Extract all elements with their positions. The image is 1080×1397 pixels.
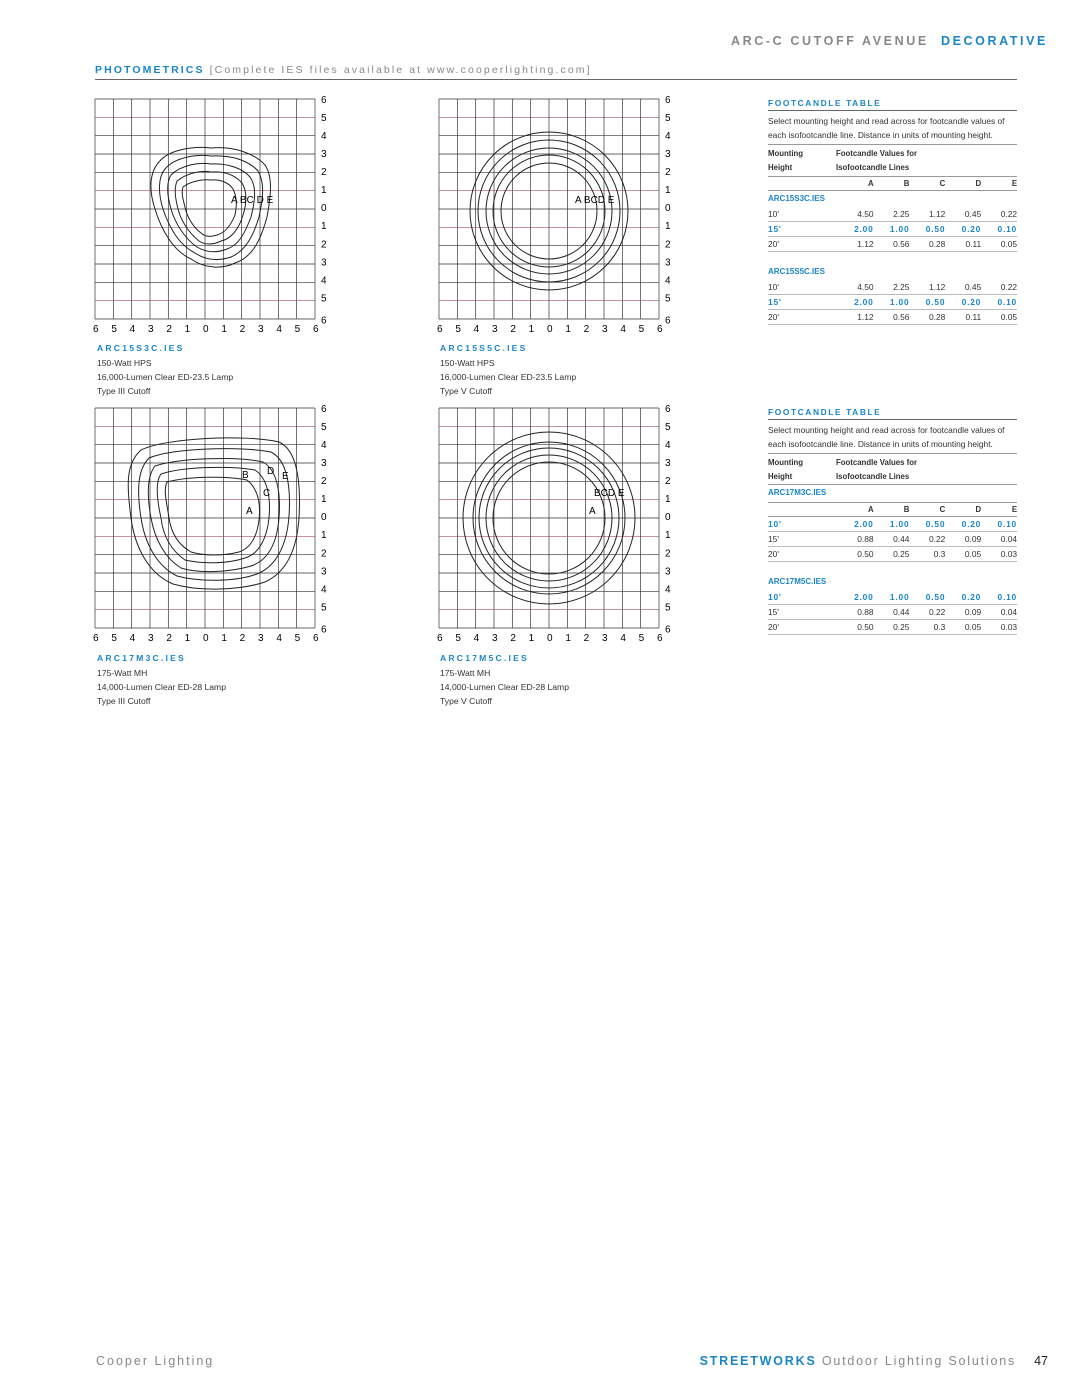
plot-4-file: ARC17M5C.IES [440,653,529,663]
y-tick-label: 1 [665,530,671,542]
y-tick-label: 1 [321,185,327,197]
plot-4-label-bcde: BCD E [594,488,625,499]
x-tick-label: 6 [313,633,319,644]
plot-1-type: Type III Cutoff [97,386,151,396]
row-height: 20' [768,312,779,322]
y-tick-label: 1 [321,494,327,506]
row-height: 20' [768,549,779,559]
y-tick-label: 1 [321,530,327,542]
y-tick-label: 0 [665,512,671,524]
row-value: 0.25 [893,622,910,632]
y-tick-label: 0 [665,203,671,215]
row-height: 15' [768,297,782,307]
photometric-plot-4 [437,404,679,648]
row-value: 4.50 [857,282,874,292]
y-tick-label: 4 [321,584,327,596]
table-row [768,207,1017,222]
photometrics-title: PHOTOMETRICS [95,64,205,76]
footer-brand-line [700,1354,1016,1368]
x-tick-label: 6 [93,324,99,335]
plot-3-svg [93,404,335,648]
row-value: 2.00 [854,519,874,529]
row-value: 0.03 [1000,622,1018,632]
table-head-row [768,147,1017,161]
y-tick-label: 4 [665,131,671,143]
y-tick-label: 6 [321,95,327,106]
row-value: 0.11 [965,312,982,322]
head-values-for: Footcandle Values for [836,149,918,158]
table-rows [768,280,1017,325]
y-tick-label: 3 [321,257,327,269]
col-d: D [975,505,982,514]
x-tick-label: 0 [203,633,209,644]
table-column-headers [768,176,1017,191]
table-row [768,237,1017,252]
header-category: DECORATIVE [940,34,1048,48]
x-tick-label: 5 [294,324,301,335]
row-value: 0.56 [893,239,910,249]
head-values-for: Footcandle Values for [836,458,918,467]
col-a: A [867,179,874,188]
y-tick-label: 2 [665,548,671,560]
photometric-plot-2 [437,95,679,339]
row-value: 0.05 [964,549,982,559]
x-tick-label: 0 [203,324,209,335]
table-rows [768,207,1017,252]
y-tick-label: 2 [665,239,671,251]
y-tick-label: 3 [321,149,327,161]
y-tick-label: 1 [321,221,327,233]
footer-company: Cooper Lighting [96,1354,215,1368]
y-tick-label: 1 [665,185,671,197]
plot-4-wattage: 175-Watt MH [440,668,491,678]
plot-3-label-e: E [282,471,289,482]
x-tick-label: 1 [184,633,191,644]
y-tick-label: 5 [321,293,327,305]
photometrics-note: [Complete IES files available at www.cooperlighting.com] [209,64,592,76]
x-tick-label: 5 [638,633,645,644]
x-tick-label: 0 [547,324,553,335]
page-number: 47 [1034,1354,1048,1368]
x-tick-label: 1 [528,633,535,644]
plot-1-svg [93,95,335,339]
plot-1-lamp: 16,000-Lumen Clear ED-23.5 Lamp [97,372,234,382]
y-tick-label: 1 [665,494,671,506]
row-value: 2.00 [854,592,874,602]
row-value: 0.45 [964,282,982,292]
x-tick-label: 6 [657,324,663,335]
row-value: 0.56 [893,312,910,322]
col-c: C [939,179,946,188]
row-value: 0.22 [1000,209,1018,219]
y-tick-label: 2 [321,167,327,179]
plot-1-contour-labels: A BC D E [231,195,274,206]
table-section-file: ARC15S3C.IES [768,194,825,203]
row-value: 0.04 [1000,607,1018,617]
table-rows [768,517,1017,562]
row-value: 4.50 [857,209,874,219]
x-tick-label: 3 [602,633,608,644]
y-tick-label: 5 [665,602,671,614]
table-row [768,547,1017,562]
footcandle-table-description: Select mounting height and read across for footcandle values of each isofootcandle line. Distance in units of mounting height. [768,423,1017,454]
x-tick-label: 3 [258,633,264,644]
x-tick-label: 3 [602,324,608,335]
footcandle-table-title: FOOTCANDLE TABLE [768,98,1017,111]
y-tick-label: 1 [665,221,671,233]
y-tick-label: 2 [665,167,671,179]
plot-4-caption [440,651,569,708]
x-tick-label: 2 [166,324,172,335]
y-tick-label: 6 [321,404,327,415]
row-value: 1.00 [889,519,910,529]
x-tick-label: 6 [437,324,443,335]
row-value: 0.44 [893,607,910,617]
plot-4-lamp: 14,000-Lumen Clear ED-28 Lamp [440,682,569,692]
header-rule [95,79,1017,80]
row-value: 0.3 [933,549,946,559]
x-tick-label: 5 [455,633,461,644]
head-mounting: Mounting [768,458,804,467]
row-value: 2.00 [854,224,874,234]
table-row [768,590,1017,605]
x-tick-label: 4 [129,324,136,335]
header-product: ARC-C CUTOFF AVENUE [731,34,929,48]
row-value: 0.11 [965,239,982,249]
table-section-file: ARC15S5C.IES [768,267,825,276]
x-tick-label: 4 [276,324,282,335]
row-value: 0.3 [933,622,946,632]
row-value: 0.45 [964,209,982,219]
plot-2-lamp: 16,000-Lumen Clear ED-23.5 Lamp [440,372,577,382]
table-rows [768,590,1017,635]
x-tick-label: 3 [148,633,154,644]
y-tick-label: 5 [665,293,671,305]
header-title [731,34,1048,48]
x-tick-label: 2 [239,324,246,335]
head-isofootcandle-lines: Isofootcandle Lines [836,163,910,172]
photometrics-heading [95,64,592,76]
photometric-plot-1 [93,95,335,339]
y-tick-label: 6 [321,315,327,327]
y-tick-label: 4 [321,131,327,143]
y-tick-label: 3 [321,458,327,470]
plot-2-caption [440,341,576,398]
row-height: 15' [768,534,779,544]
y-tick-label: 5 [321,422,327,434]
x-tick-label: 1 [528,324,535,335]
table-row [768,605,1017,620]
plot-3-label-a: A [246,506,253,517]
plot-3-lamp: 14,000-Lumen Clear ED-28 Lamp [97,682,226,692]
x-tick-label: 1 [184,324,191,335]
plot-3-label-d: D [267,466,275,477]
x-tick-label: 1 [221,324,227,335]
head-mounting: Mounting [768,149,804,158]
row-value: 0.05 [1000,239,1018,249]
x-tick-label: 6 [657,633,663,644]
y-tick-label: 4 [665,275,671,287]
row-value: 0.50 [857,622,874,632]
row-value: 1.00 [889,592,910,602]
x-tick-label: 4 [620,324,626,335]
table-row [768,280,1017,295]
y-tick-label: 6 [665,315,671,327]
row-value: 0.50 [925,224,946,234]
row-value: 0.03 [1000,549,1018,559]
row-value: 0.09 [964,534,982,544]
plot-3-file: ARC17M3C.IES [97,653,186,663]
y-tick-label: 4 [321,275,327,287]
row-value: 0.22 [928,534,946,544]
head-height: Height [768,163,793,172]
col-b: B [903,179,910,188]
row-value: 2.25 [893,282,910,292]
x-tick-label: 4 [620,633,626,644]
row-height: 10' [768,282,779,292]
x-tick-label: 5 [294,633,301,644]
photometric-plot-3 [93,404,335,648]
y-tick-label: 6 [321,624,327,636]
x-tick-label: 2 [239,633,246,644]
y-tick-label: 0 [321,203,327,215]
row-value: 0.50 [857,549,874,559]
x-tick-label: 2 [583,633,590,644]
y-tick-label: 3 [665,257,671,269]
x-tick-label: 6 [93,633,99,644]
plot-1-file: ARC15S3C.IES [97,343,185,353]
row-value: 1.00 [889,297,910,307]
row-value: 0.09 [964,607,982,617]
y-tick-label: 6 [665,404,671,415]
x-tick-label: 3 [148,324,154,335]
row-value: 1.12 [928,282,946,292]
row-value: 0.50 [925,519,946,529]
row-value: 2.00 [854,297,874,307]
row-height: 20' [768,622,779,632]
y-tick-label: 2 [321,548,327,560]
table-row [768,620,1017,635]
row-value: 0.88 [857,534,874,544]
footcandle-table-description: Select mounting height and read across for footcandle values of each isofootcandle line. Distance in units of mounting height. [768,114,1017,145]
col-d: D [975,179,982,188]
x-tick-label: 2 [583,324,590,335]
y-tick-label: 4 [321,440,327,452]
y-tick-label: 2 [321,476,327,488]
row-height: 15' [768,224,782,234]
x-tick-label: 1 [565,324,571,335]
x-tick-label: 4 [276,633,282,644]
plot-2-type: Type V Cutoff [440,386,492,396]
plot-2-contour-labels: A BCD E [575,195,615,206]
row-value: 0.20 [961,519,982,529]
footcandle-table-1 [768,98,1017,325]
plot-1-wattage: 150-Watt HPS [97,358,152,368]
table-section-file: ARC17M3C.IES [768,488,827,497]
x-tick-label: 5 [638,324,645,335]
plot-2-wattage: 150-Watt HPS [440,358,495,368]
row-value: 2.25 [893,209,910,219]
table-row [768,222,1017,237]
x-tick-label: 3 [492,633,498,644]
footer-tagline: Outdoor Lighting Solutions [821,1354,1016,1368]
col-e: E [1011,179,1018,188]
col-c: C [939,505,946,514]
row-value: 0.20 [961,592,982,602]
row-value: 0.05 [964,622,982,632]
table-head-row [768,161,1017,175]
row-value: 1.12 [857,312,874,322]
col-e: E [1011,505,1018,514]
y-tick-label: 4 [665,584,671,596]
plot-3-caption [97,651,226,708]
row-value: 0.28 [928,312,946,322]
x-tick-label: 2 [510,633,516,644]
plot-3-label-c: C [263,488,271,499]
row-value: 0.88 [857,607,874,617]
plot-4-label-a: A [589,506,596,517]
row-value: 1.12 [928,209,946,219]
x-tick-label: 1 [565,633,571,644]
row-value: 0.10 [997,592,1018,602]
table-head-row [768,470,1017,485]
footer-brand: STREETWORKS [699,1354,817,1368]
table-row [768,532,1017,547]
footcandle-table-title: FOOTCANDLE TABLE [768,407,1017,420]
y-tick-label: 6 [665,624,671,636]
table-row [768,295,1017,310]
y-tick-label: 3 [665,149,671,161]
x-tick-label: 6 [313,324,319,335]
y-tick-label: 2 [665,476,671,488]
plot-4-type: Type V Cutoff [440,696,492,706]
x-tick-label: 5 [111,633,117,644]
y-tick-label: 5 [665,422,671,434]
row-value: 0.22 [928,607,946,617]
head-isofootcandle-lines: Isofootcandle Lines [836,472,910,481]
row-value: 0.20 [961,297,982,307]
row-height: 15' [768,607,779,617]
x-tick-label: 3 [492,324,498,335]
table-section-file: ARC17M5C.IES [768,577,827,586]
row-height: 10' [768,519,782,529]
row-value: 0.44 [893,534,910,544]
x-tick-label: 1 [221,633,227,644]
x-tick-label: 0 [547,633,553,644]
row-value: 0.28 [928,239,946,249]
x-tick-label: 4 [473,324,480,335]
footcandle-table-2 [768,407,1017,635]
row-value: 1.12 [857,239,874,249]
table-head-row [768,456,1017,470]
x-tick-label: 5 [455,324,461,335]
row-value: 0.10 [997,224,1018,234]
x-tick-label: 5 [111,324,117,335]
y-tick-label: 2 [321,239,327,251]
row-height: 10' [768,209,779,219]
row-height: 20' [768,239,779,249]
col-b: B [903,505,910,514]
x-tick-label: 4 [473,633,480,644]
table-column-headers [768,502,1017,517]
plot-2-file: ARC15S5C.IES [440,343,528,353]
row-value: 0.22 [1000,282,1018,292]
y-tick-label: 0 [321,512,327,524]
plot-3-wattage: 175-Watt MH [97,668,148,678]
y-tick-label: 5 [321,602,327,614]
y-tick-label: 3 [665,458,671,470]
table-row [768,517,1017,532]
x-tick-label: 2 [166,633,172,644]
y-tick-label: 5 [665,113,671,125]
table-row [768,310,1017,325]
row-value: 0.50 [925,297,946,307]
head-height: Height [768,472,793,481]
plot-2-svg [437,95,679,339]
row-value: 0.25 [893,549,910,559]
col-a: A [867,505,874,514]
x-tick-label: 6 [437,633,443,644]
row-value: 0.10 [997,519,1018,529]
row-value: 0.04 [1000,534,1018,544]
x-tick-label: 2 [510,324,516,335]
plot-3-type: Type III Cutoff [97,696,151,706]
y-tick-label: 3 [321,566,327,578]
plot-3-label-b: B [242,470,249,481]
row-value: 0.05 [1000,312,1018,322]
x-tick-label: 4 [129,633,136,644]
row-value: 0.50 [925,592,946,602]
y-tick-label: 6 [665,95,671,106]
row-value: 0.10 [997,297,1018,307]
y-tick-label: 4 [665,440,671,452]
row-height: 10' [768,592,782,602]
row-value: 0.20 [961,224,982,234]
y-tick-label: 5 [321,113,327,125]
y-tick-label: 3 [665,566,671,578]
plot-1-caption [97,341,233,398]
plot-4-svg [437,404,679,648]
row-value: 1.00 [889,224,910,234]
x-tick-label: 3 [258,324,264,335]
